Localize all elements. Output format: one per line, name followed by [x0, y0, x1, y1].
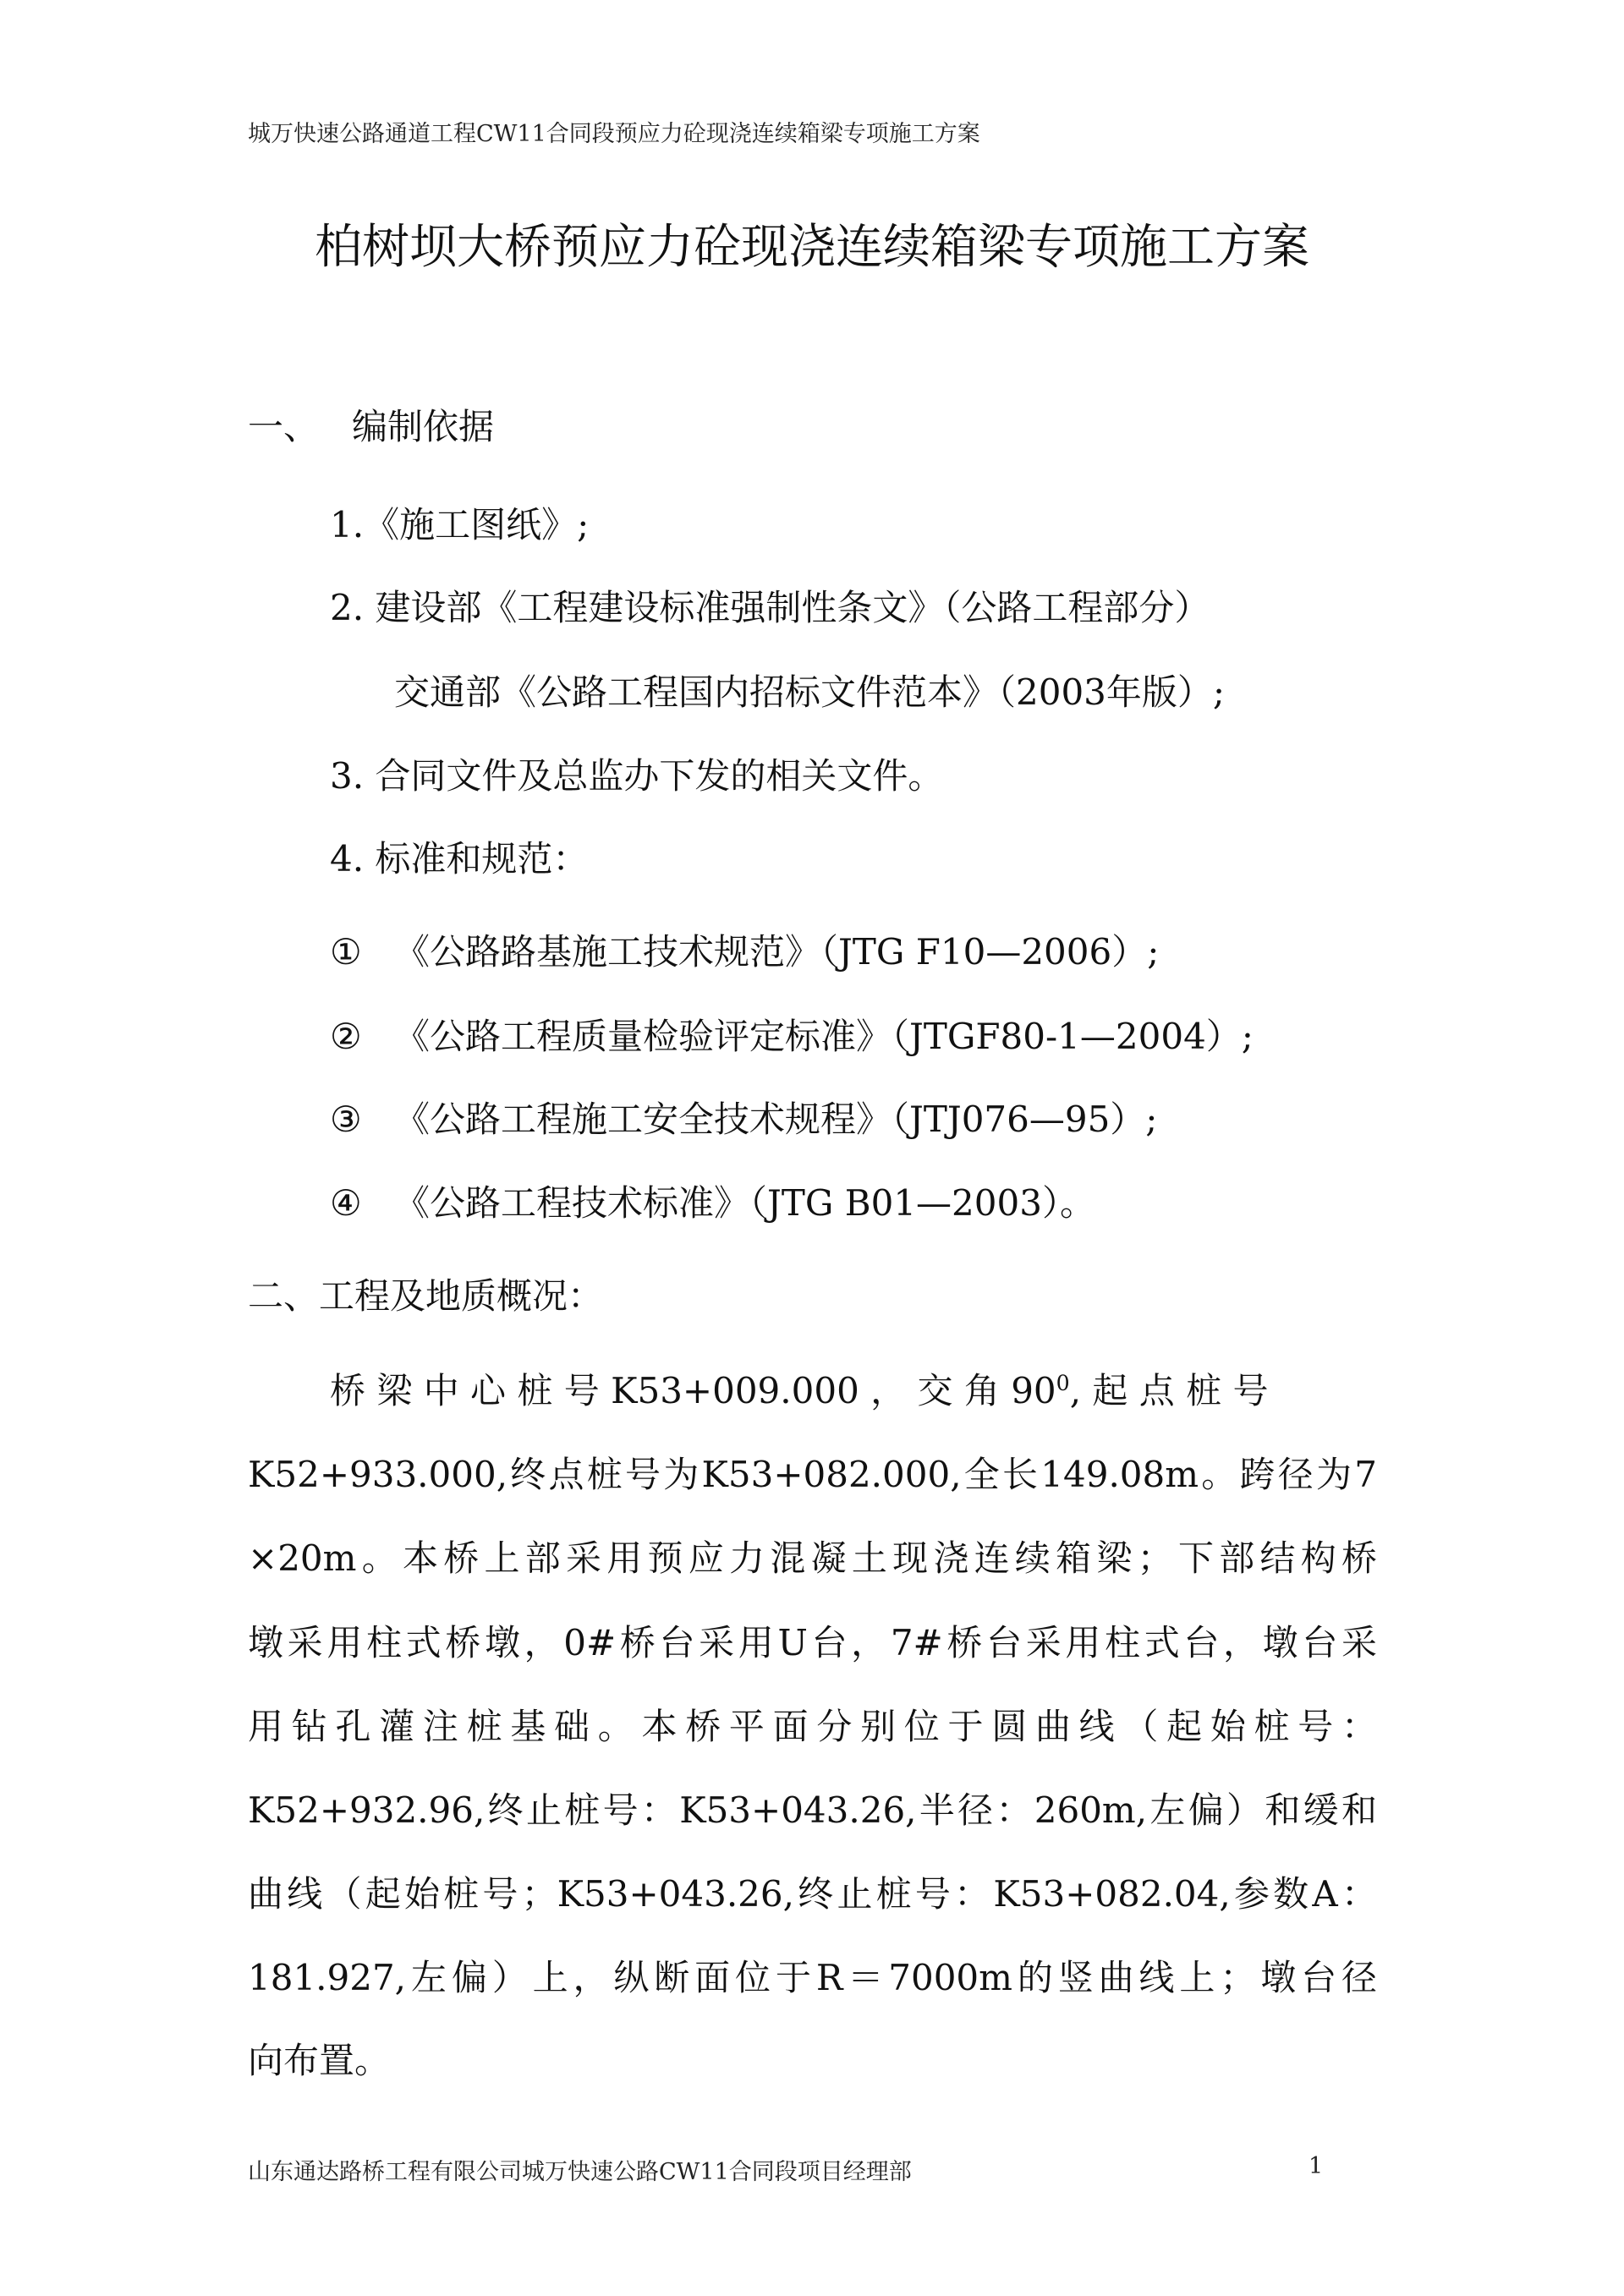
basis-item-1: 1.《施工图纸》; [330, 504, 590, 545]
paragraph-line-5: 用钻孔灌注桩基础。本桥平面分别位于圆曲线（起始桩号： [248, 1706, 1377, 1747]
circled-number-1: ① [330, 931, 362, 973]
paragraph-line-2: K52+933.000,终点桩号为K53+082.000,全长149.08m。跨径为7 [248, 1454, 1377, 1495]
basis-item-2-continued: 交通部《公路工程国内招标文件范本》（2003年版）; [394, 671, 1226, 713]
paragraph-line-8: 181.927,左偏）上，纵断面位于R＝7000m的竖曲线上；墩台径 [248, 1957, 1377, 1998]
standard-item-3-text: 《公路工程施工安全技术规程》（JTJ076—95）; [394, 1099, 1158, 1140]
paragraph-line-6: K52+932.96,终止桩号：K53+043.26,半径：260m,左偏）和缓和 [248, 1789, 1377, 1831]
section-1-number: 一、 [248, 406, 320, 447]
circled-number-2: ② [330, 1016, 362, 1057]
standard-item-2 [330, 1009, 1254, 1060]
paragraph-line-1-text: 桥 梁 中 心 桩 号 K53+009.000 ， 交 角 90 [330, 1370, 1056, 1411]
paragraph-line-4: 墩采用柱式桥墩，0#桥台采用U台，7#桥台采用柱式台，墩台采 [248, 1622, 1377, 1663]
section-1-heading [248, 399, 494, 450]
standard-item-2-text: 《公路工程质量检验评定标准》（JTGF80-1—2004）; [394, 1016, 1254, 1057]
basis-item-2: 2. 建设部《工程建设标准强制性条文》（公路工程部分） [330, 587, 1210, 628]
paragraph-line-9: 向布置。 [248, 2040, 391, 2081]
paragraph-line-1 [330, 1363, 1377, 1414]
paragraph-line-7: 曲线（起始桩号；K53+043.26,终止桩号：K53+082.04,参数A： [248, 1873, 1377, 1915]
standard-item-1-text: 《公路路基施工技术规范》（JTG F10—2006）; [394, 931, 1160, 973]
section-1-title: 编制依据 [352, 406, 495, 447]
paragraph-line-1-tail: , 起 点 桩 号 [1069, 1370, 1269, 1411]
paragraph-line-3: ×20m。本桥上部采用预应力混凝土现浇连续箱梁；下部结构桥 [248, 1537, 1377, 1579]
circled-number-4: ④ [330, 1182, 362, 1224]
document-title: 柏树坝大桥预应力砼现浇连续箱梁专项施工方案 [315, 220, 1309, 275]
page-header: 城万快速公路通道工程CW11合同段预应力砼现浇连续箱梁专项施工方案 [248, 121, 980, 147]
basis-item-4: 4. 标准和规范： [330, 838, 589, 879]
section-2-heading: 二、工程及地质概况： [248, 1275, 604, 1317]
standard-item-4 [330, 1175, 1095, 1226]
page-number: 1 [1309, 2153, 1324, 2179]
standard-item-4-text: 《公路工程技术标准》（JTG B01—2003）。 [394, 1182, 1095, 1224]
standard-item-3 [330, 1092, 1157, 1143]
page-footer: 山东通达路桥工程有限公司城万快速公路CW11合同段项目经理部 [248, 2159, 912, 2185]
circled-number-3: ③ [330, 1099, 362, 1140]
standard-item-1 [330, 924, 1159, 975]
basis-item-3: 3. 合同文件及总监办下发的相关文件。 [330, 755, 944, 797]
degree-superscript: 0 [1056, 1371, 1070, 1395]
